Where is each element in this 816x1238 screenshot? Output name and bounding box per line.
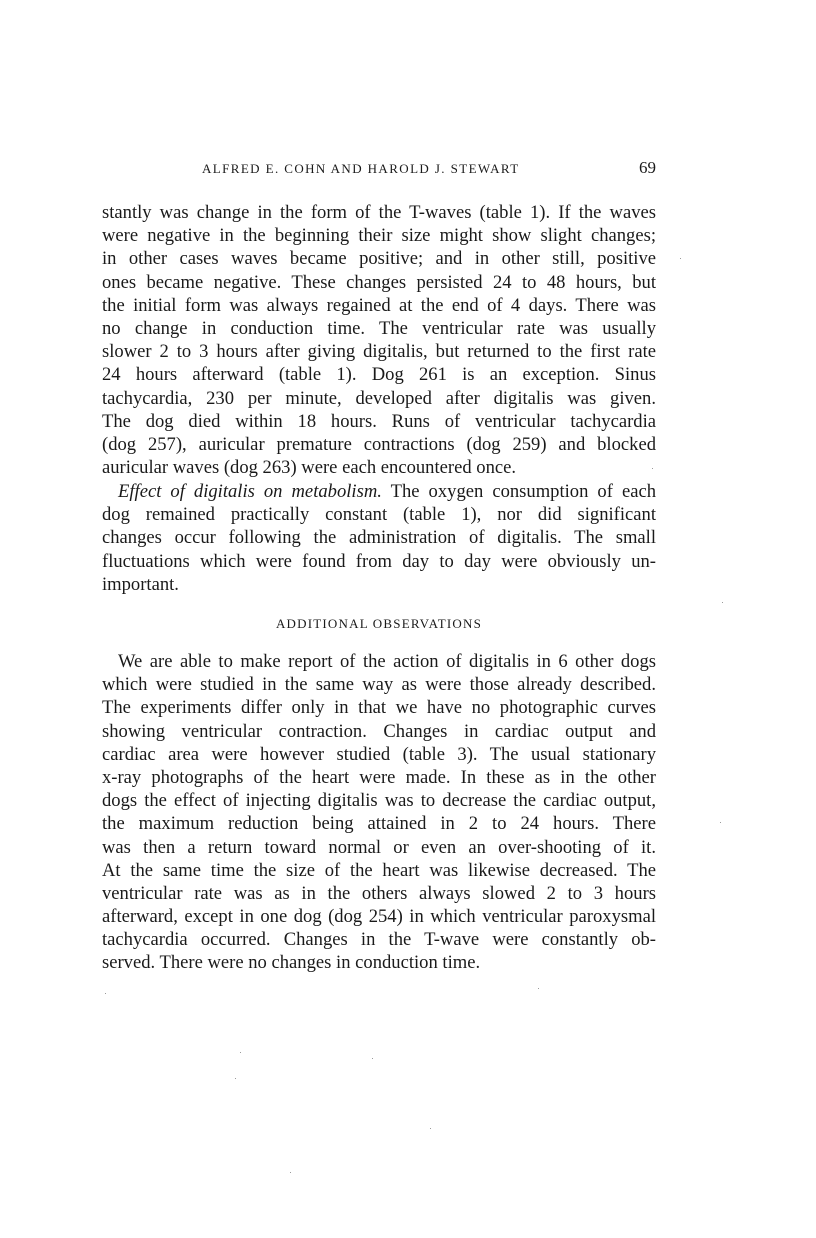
text-line: slower 2 to 3 hours after giving digitalis, but returned to the first rate [102,341,656,363]
text-line: important. [102,573,179,595]
text-line: was then a return toward normal or even an over-shooting of it. [102,836,656,858]
text-line: the initial form was always regained at the end of 4 days. There was [102,294,656,316]
running-head-authors: ALFRED E. COHN AND HAROLD J. STEWART [202,161,520,176]
scan-speck [430,1128,431,1129]
text-line: cardiac area were however studied (table 3). The usual stationary [102,743,656,765]
text-line: served. There were no changes in conduction time. [102,952,481,974]
text-line: fluctuations which were found from day to day were obviously un- [102,550,656,572]
text-line: x-ray photographs of the heart were made. In these as in the other [102,766,656,788]
text-line: stantly was change in the form of the T-waves (table 1). If the waves [102,202,656,223]
scan-speck [290,1172,291,1173]
scan-speck [680,258,681,259]
text-line: We are able to make report of the action of digitalis in 6 other dogs [118,651,656,672]
text-line: the maximum reduction being attained in 2 to 24 hours. There [102,813,656,835]
text-line: were negative in the beginning their size might show slight changes; [102,225,656,247]
text-line: tachycardia, 230 per minute, developed after digitalis was given. [102,387,656,409]
paragraph-additional-observations [102,650,656,975]
running-head [102,158,656,182]
italic-run-in-heading: Effect of digitalis on metabolism. [118,481,382,502]
text-line: which were studied in the same way as were those already described. [102,674,656,696]
scan-speck [538,988,539,989]
page-number: 69 [639,158,656,177]
scan-speck [235,1078,236,1079]
text-line: dogs the effect of injecting digitalis was to decrease the cardiac output, [102,790,656,812]
text-line: changes occur following the administration of digitalis. The small [102,527,656,549]
text-line: At the same time the size of the heart was likewise decreased. The [102,859,656,881]
text-line: afterward, except in one dog (dog 254) in which ventricular paroxysmal [102,906,656,928]
text-line [102,480,656,503]
text-line: ventricular rate was as in the others always slowed 2 to 3 hours [102,882,656,904]
text-line: showing ventricular contraction. Changes in cardiac output and [102,720,656,742]
scan-speck [720,822,721,823]
text-line: (dog 257), auricular premature contractions (dog 259) and blocked [102,433,656,455]
text-line: The dog died within 18 hours. Runs of ventricular tachycardia [102,410,656,432]
text-line: no change in conduction time. The ventricular rate was usually [102,317,656,339]
paragraph-digitalis-t-waves [102,201,656,479]
text-line: ones became negative. These changes persisted 24 to 48 hours, but [102,271,656,293]
text-line: auricular waves (dog 263) were each encountered once. [102,457,517,479]
scan-speck [652,468,653,469]
text-line: tachycardia occurred. Changes in the T-wave were constantly ob- [102,929,656,951]
scan-speck [372,1058,373,1059]
text-line: dog remained practically constant (table 1), nor did significant [102,504,656,526]
text-line: The experiments differ only in that we have no photographic curves [102,697,656,719]
scan-speck [105,993,106,994]
paragraph-metabolism [102,480,656,596]
text-line: in other cases waves became positive; and in other still, positive [102,248,656,270]
scan-speck [722,602,723,603]
section-heading: ADDITIONAL OBSERVATIONS [275,616,483,631]
text-run: The oxygen consumption of each [390,481,656,502]
text-line: 24 hours afterward (table 1). Dog 261 is an exception. Sinus [102,364,656,386]
scan-speck [240,1052,241,1053]
